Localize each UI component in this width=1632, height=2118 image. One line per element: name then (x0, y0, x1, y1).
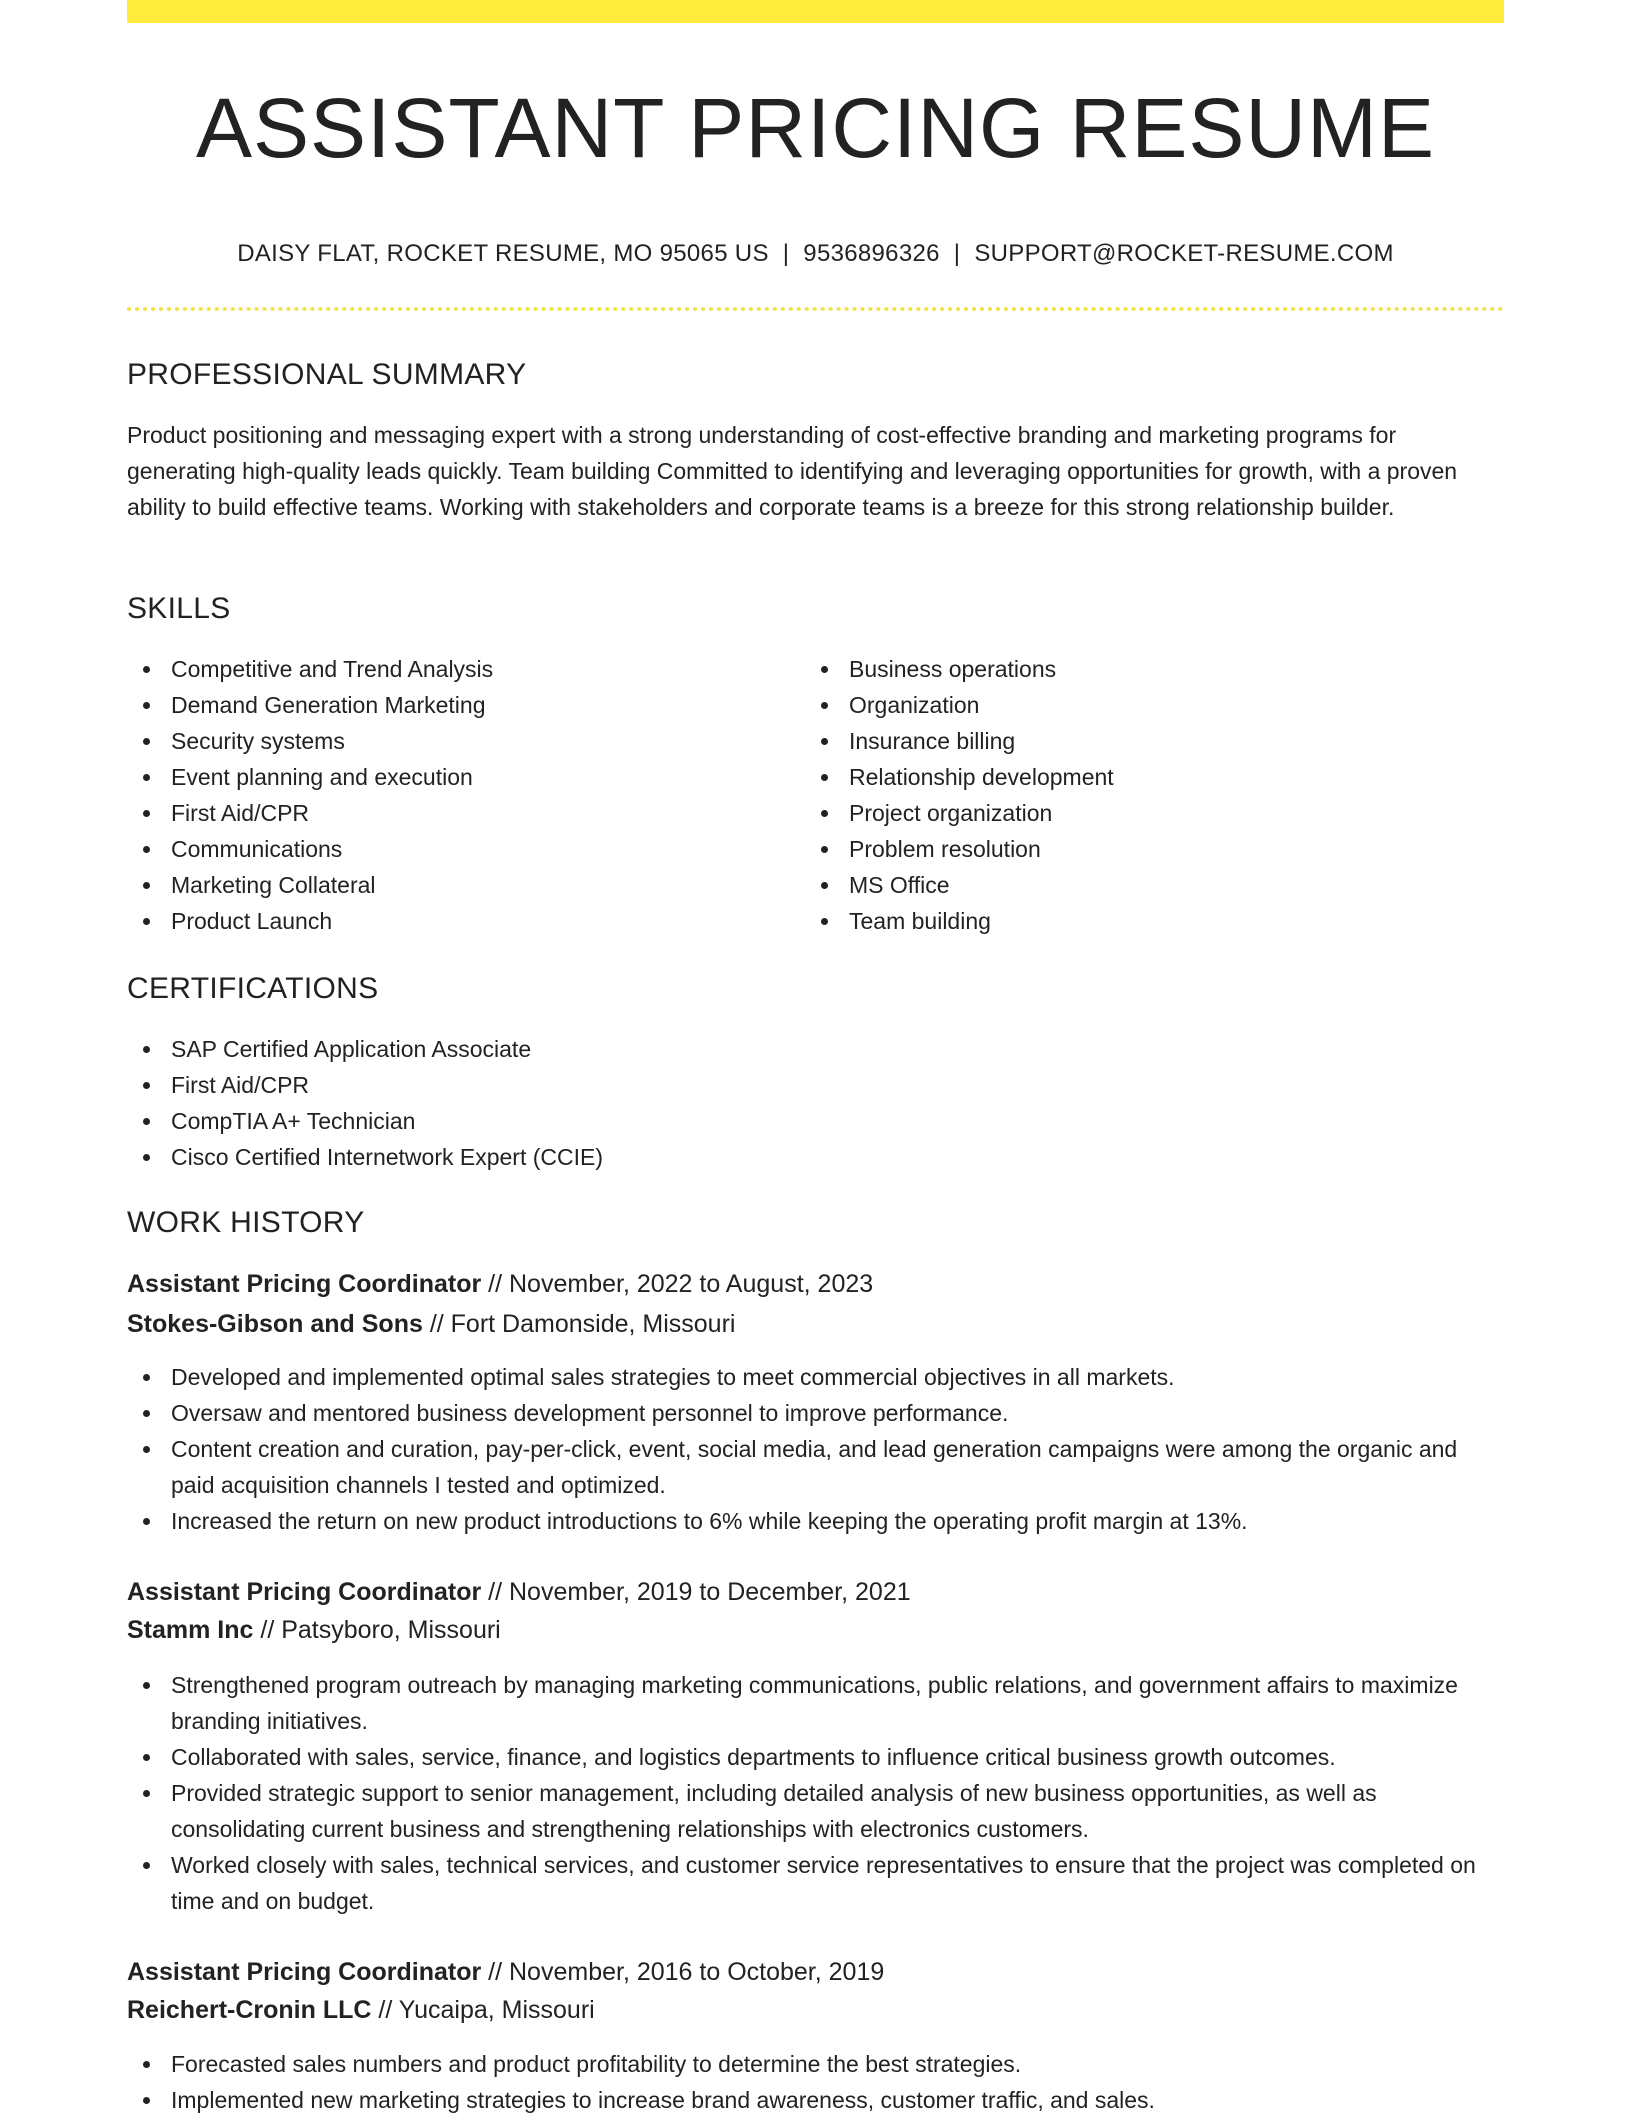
job-location: // Patsyboro, Missouri (253, 1616, 501, 1644)
job-bullet: Strengthened program outreach by managing marketing communications, public relations, and government affairs to maximize branding initiatives. (127, 1667, 1504, 1739)
skill-item: Insurance billing (805, 723, 1495, 759)
certifications-heading: CERTIFICATIONS (127, 972, 379, 1005)
job-company-line (127, 1992, 595, 2028)
job-bullet: Increased the return on new product introductions to 6% while keeping the operating profit margin at 13%. (127, 1503, 1504, 1539)
job-bullet: Collaborated with sales, service, finance, and logistics departments to influence critical business growth outcomes. (127, 1739, 1504, 1775)
skill-item: MS Office (805, 867, 1495, 903)
job-dates: // November, 2019 to December, 2021 (481, 1578, 911, 1606)
certification-item: Cisco Certified Internetwork Expert (CCIE) (127, 1139, 1504, 1175)
skill-item: Organization (805, 687, 1495, 723)
certifications-list (127, 1031, 1504, 1175)
job-company: Stokes-Gibson and Sons (127, 1310, 423, 1338)
job-title: Assistant Pricing Coordinator (127, 1578, 482, 1606)
skills-heading: SKILLS (127, 592, 231, 625)
skills-list-left (127, 651, 797, 939)
job-bullet: Worked closely with sales, technical services, and customer service representatives to ensure that the project was completed on time and on budget. (127, 1847, 1504, 1919)
accent-bar (127, 0, 1504, 23)
job-bullet: Implemented new marketing strategies to increase brand awareness, customer traffic, and sales. (127, 2082, 1504, 2118)
contact-address: DAISY FLAT, ROCKET RESUME, MO 95065 US (237, 240, 769, 267)
summary-text: Product positioning and messaging expert with a strong understanding of cost-effective branding and marketing programs for generating high-quality leads quickly. Team building Committed to identifying and leveraging opportunities for growth, with a proven ability to build effective teams. Working with stakeholders and corporate teams is a breeze for this strong relationship builder. (127, 422, 1458, 520)
skill-item: Competitive and Trend Analysis (127, 651, 797, 687)
skill-item: Problem resolution (805, 831, 1495, 867)
job-bullets (127, 1359, 1504, 1539)
job-company-line (127, 1306, 735, 1342)
skill-item: Relationship development (805, 759, 1495, 795)
skill-item: Project organization (805, 795, 1495, 831)
job-bullet: Forecasted sales numbers and product profitability to determine the best strategies. (127, 2046, 1504, 2082)
skill-item: Team building (805, 903, 1495, 939)
job-title-line (127, 1574, 911, 1610)
skill-item: Product Launch (127, 903, 797, 939)
job-bullets (127, 2046, 1504, 2118)
resume-title: ASSISTANT PRICING RESUME (195, 81, 1436, 175)
skill-item: Security systems (127, 723, 797, 759)
job-location: // Yucaipa, Missouri (371, 1996, 595, 2024)
job-dates: // November, 2022 to August, 2023 (481, 1270, 874, 1298)
job-title: Assistant Pricing Coordinator (127, 1270, 482, 1298)
contact-phone: 9536896326 (803, 240, 940, 267)
skill-item: Event planning and execution (127, 759, 797, 795)
job-title-line (127, 1954, 884, 1990)
contact-email: SUPPORT@ROCKET-RESUME.COM (974, 240, 1394, 267)
skill-item: Marketing Collateral (127, 867, 797, 903)
job-location: // Fort Damonside, Missouri (422, 1310, 736, 1338)
header-divider (127, 307, 1504, 311)
skill-item: Communications (127, 831, 797, 867)
contact-line (127, 236, 1504, 272)
summary-heading: PROFESSIONAL SUMMARY (127, 358, 527, 391)
skill-item: Business operations (805, 651, 1495, 687)
contact-separator: | (953, 240, 961, 267)
skill-item: Demand Generation Marketing (127, 687, 797, 723)
job-dates: // November, 2016 to October, 2019 (481, 1958, 885, 1986)
certification-item: First Aid/CPR (127, 1067, 1504, 1103)
job-bullets (127, 1667, 1504, 1919)
job-company: Stamm Inc (127, 1616, 254, 1644)
job-title-line (127, 1266, 873, 1302)
certification-item: CompTIA A+ Technician (127, 1103, 1504, 1139)
certification-item: SAP Certified Application Associate (127, 1031, 1504, 1067)
contact-separator: | (782, 240, 790, 267)
job-company-line (127, 1612, 501, 1648)
job-title: Assistant Pricing Coordinator (127, 1958, 482, 1986)
job-bullet: Content creation and curation, pay-per-click, event, social media, and lead generation campaigns were among the organic and paid acquisition channels I tested and optimized. (127, 1431, 1504, 1503)
work-history-heading: WORK HISTORY (127, 1206, 365, 1239)
job-bullet: Oversaw and mentored business development personnel to improve performance. (127, 1395, 1504, 1431)
skills-list-right (805, 651, 1495, 939)
job-bullet: Provided strategic support to senior management, including detailed analysis of new business opportunities, as well as consolidating current business and strengthening relationships with electronics customers. (127, 1775, 1504, 1847)
job-bullet: Developed and implemented optimal sales strategies to meet commercial objectives in all markets. (127, 1359, 1504, 1395)
job-company: Reichert-Cronin LLC (127, 1996, 372, 2024)
skill-item: First Aid/CPR (127, 795, 797, 831)
